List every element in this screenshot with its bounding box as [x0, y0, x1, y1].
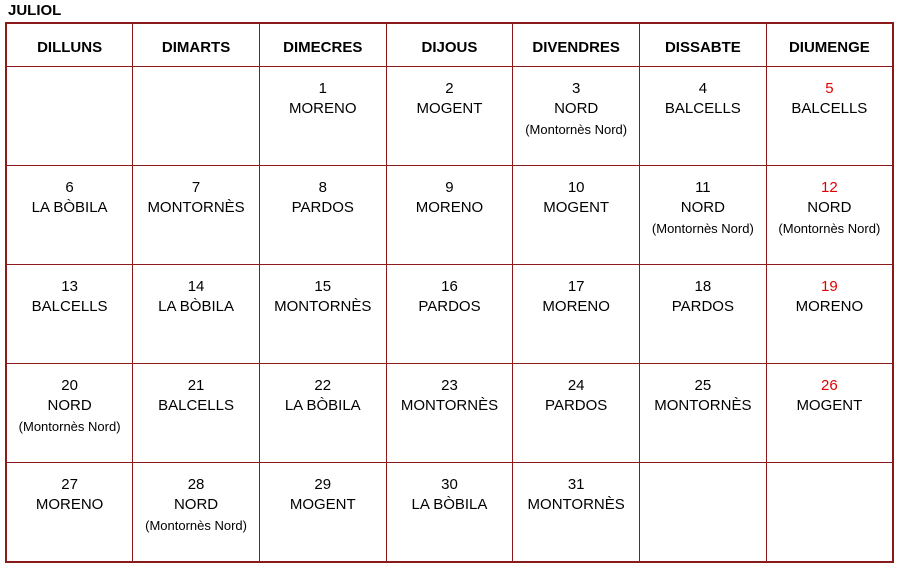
pharmacy-location-note: (Montornès Nord) — [525, 122, 628, 137]
day-cell — [259, 463, 386, 563]
week-row — [6, 265, 893, 364]
day-cell — [766, 67, 893, 166]
pharmacy-name: MOGENT — [543, 199, 610, 216]
day-number: 16 — [441, 278, 458, 295]
pharmacy-name: MONTORNÈS — [274, 298, 372, 315]
calendar-table — [5, 22, 894, 563]
pharmacy-name: LA BÒBILA — [411, 496, 488, 513]
day-cell — [640, 67, 767, 166]
day-cell — [640, 364, 767, 463]
weekday-header-friday: DIVENDRES — [513, 23, 640, 67]
pharmacy-name: NORD — [807, 199, 852, 216]
day-cell — [513, 364, 640, 463]
day-number: 17 — [567, 278, 585, 295]
pharmacy-name: LA BÒBILA — [284, 397, 361, 414]
day-number: 22 — [314, 377, 332, 394]
day-number: 31 — [567, 476, 585, 493]
weekday-header-thursday: DIJOUS — [386, 23, 513, 67]
day-cell — [133, 265, 260, 364]
day-cell — [259, 67, 386, 166]
day-number: 9 — [445, 179, 454, 196]
pharmacy-name: BALCELLS — [791, 100, 868, 117]
pharmacy-name: MORENO — [35, 496, 104, 513]
pharmacy-name: MONTORNÈS — [147, 199, 245, 216]
day-cell — [133, 166, 260, 265]
day-number: 7 — [191, 179, 201, 196]
weekday-header-row — [6, 23, 893, 67]
day-number: 30 — [441, 476, 458, 493]
week-row — [6, 364, 893, 463]
day-number: 29 — [314, 476, 332, 493]
day-cell — [6, 364, 133, 463]
day-number: 21 — [187, 377, 205, 394]
day-cell — [640, 166, 767, 265]
pharmacy-name: BALCELLS — [664, 100, 741, 117]
day-cell — [513, 67, 640, 166]
pharmacy-name: MORENO — [542, 298, 610, 315]
pharmacy-name: MONTORNÈS — [527, 496, 625, 513]
pharmacy-name: BALCELLS — [31, 298, 108, 315]
day-cell — [386, 166, 513, 265]
day-cell — [386, 265, 513, 364]
empty-day-cell — [640, 463, 767, 563]
week-row — [6, 166, 893, 265]
day-number: 12 — [821, 179, 838, 196]
pharmacy-name: MOGENT — [416, 100, 483, 117]
day-cell — [640, 265, 767, 364]
day-cell — [766, 265, 893, 364]
day-number: 27 — [61, 476, 78, 493]
day-number: 13 — [61, 278, 78, 295]
day-cell — [386, 67, 513, 166]
month-title: JULIOL — [8, 2, 62, 19]
pharmacy-name: NORD — [680, 199, 725, 216]
day-cell — [386, 364, 513, 463]
day-number: 23 — [441, 377, 458, 394]
pharmacy-name: MORENO — [415, 199, 484, 216]
day-number: 4 — [698, 80, 708, 97]
pharmacy-name: MONTORNÈS — [400, 397, 499, 414]
day-cell — [766, 364, 893, 463]
pharmacy-name: LA BÒBILA — [31, 199, 108, 216]
day-cell — [133, 364, 260, 463]
pharmacy-name: BALCELLS — [158, 397, 234, 414]
day-number: 5 — [825, 80, 834, 97]
day-cell — [259, 265, 386, 364]
weekday-header-monday: DILLUNS — [6, 23, 133, 67]
day-cell — [259, 364, 386, 463]
empty-day-cell — [6, 67, 133, 166]
pharmacy-name: MORENO — [795, 298, 864, 315]
pharmacy-name: NORD — [173, 496, 219, 513]
day-cell — [386, 463, 513, 563]
day-cell — [6, 463, 133, 563]
pharmacy-name: NORD — [554, 100, 599, 117]
pharmacy-name: PARDOS — [418, 298, 481, 315]
day-cell — [766, 166, 893, 265]
day-number: 26 — [821, 377, 838, 394]
day-number: 24 — [567, 377, 585, 394]
day-cell — [6, 166, 133, 265]
pharmacy-location-note: (Montornès Nord) — [778, 221, 881, 236]
day-number: 20 — [61, 377, 78, 394]
pharmacy-name: MORENO — [289, 100, 357, 117]
day-number: 10 — [567, 179, 585, 196]
weekday-header-wednesday: DIMECRES — [259, 23, 386, 67]
pharmacy-name: MOGENT — [796, 397, 863, 414]
day-number: 1 — [318, 80, 327, 97]
day-number: 18 — [694, 278, 712, 295]
day-number: 19 — [821, 278, 838, 295]
weekday-header-tuesday: DIMARTS — [133, 23, 260, 67]
day-number: 14 — [187, 278, 205, 295]
day-cell — [513, 166, 640, 265]
weekday-header-sunday: DIUMENGE — [766, 23, 893, 67]
day-number: 6 — [65, 179, 74, 196]
pharmacy-name: MONTORNÈS — [654, 397, 752, 414]
week-row — [6, 67, 893, 166]
empty-day-cell — [766, 463, 893, 563]
day-number: 2 — [445, 80, 454, 97]
day-cell — [133, 463, 260, 563]
pharmacy-location-note: (Montornès Nord) — [18, 419, 121, 434]
pharmacy-name: PARDOS — [671, 298, 734, 315]
pharmacy-name: NORD — [47, 397, 92, 414]
pharmacy-name: LA BÒBILA — [158, 298, 234, 315]
day-number: 28 — [187, 476, 205, 493]
day-number: 11 — [695, 179, 711, 196]
day-number: 15 — [314, 278, 332, 295]
weekday-header-saturday: DISSABTE — [640, 23, 767, 67]
day-number: 25 — [694, 377, 712, 394]
pharmacy-location-note: (Montornès Nord) — [145, 518, 247, 533]
pharmacy-name: MOGENT — [289, 496, 356, 513]
day-cell — [259, 166, 386, 265]
pharmacy-name: PARDOS — [545, 397, 608, 414]
day-cell — [6, 265, 133, 364]
day-number: 8 — [318, 179, 327, 196]
week-row — [6, 463, 893, 563]
pharmacy-name: PARDOS — [291, 199, 354, 216]
day-cell — [513, 463, 640, 563]
empty-day-cell — [133, 67, 260, 166]
day-cell — [513, 265, 640, 364]
pharmacy-location-note: (Montornès Nord) — [651, 221, 754, 236]
day-number: 3 — [571, 80, 581, 97]
